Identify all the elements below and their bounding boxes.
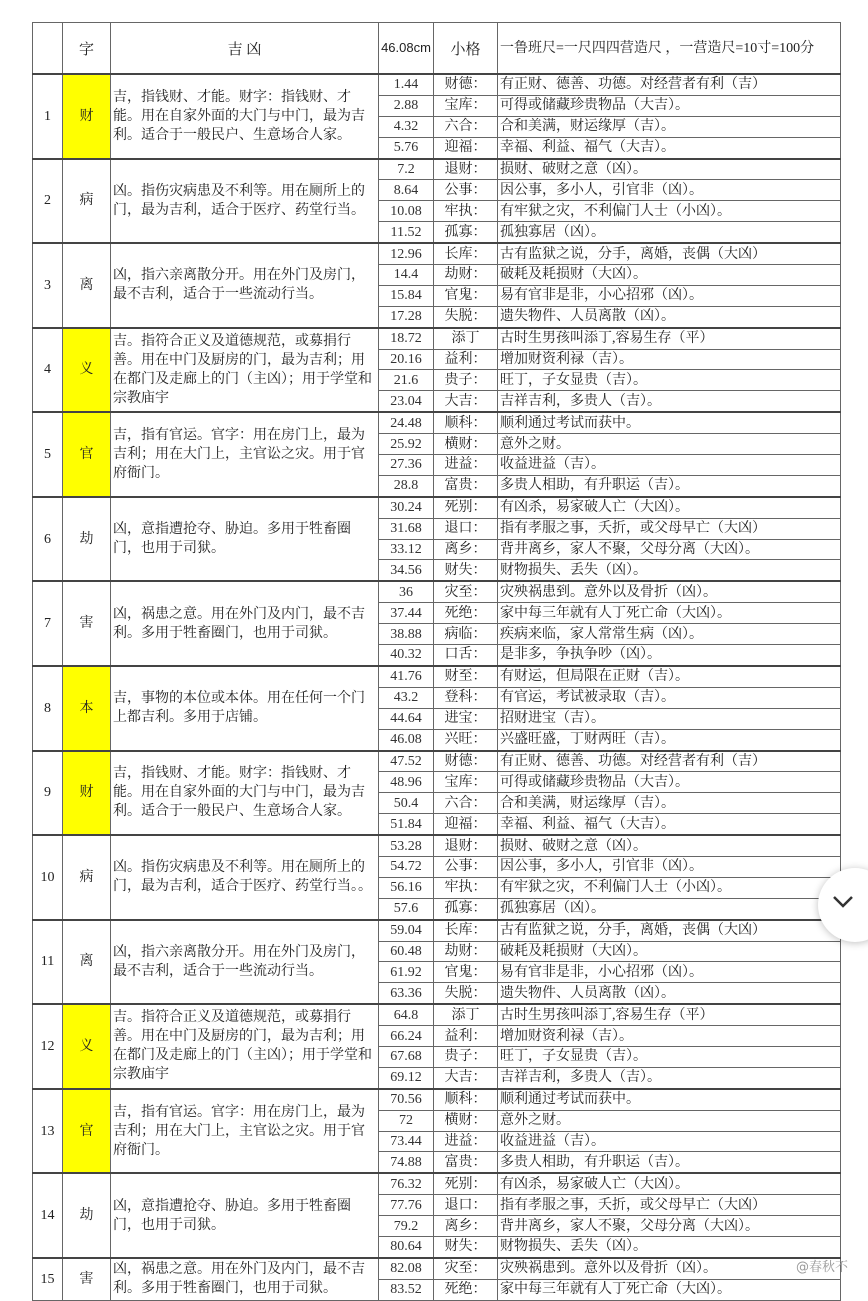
sub-meaning: 有牢狱之灾，不利偏门人士（小凶）。 bbox=[498, 201, 841, 222]
sub-name: 死绝： bbox=[434, 1279, 498, 1300]
sub-meaning: 幸福、利益、福气（大吉）。 bbox=[498, 814, 841, 835]
length-value: 69.12 bbox=[379, 1067, 434, 1088]
group-description: 凶，意指遭抢夺、胁迫。多用于牲畜圈门，也用于司狱。 bbox=[111, 1173, 379, 1258]
length-value: 8.64 bbox=[379, 180, 434, 201]
sub-meaning: 因公事，多小人，引官非（凶）。 bbox=[498, 180, 841, 201]
length-value: 27.36 bbox=[379, 455, 434, 476]
sub-name: 兴旺： bbox=[434, 729, 498, 750]
sub-meaning: 古时生男孩叫添丁,容易生存（平） bbox=[498, 1004, 841, 1025]
length-value: 77.76 bbox=[379, 1195, 434, 1216]
sub-name: 离乡： bbox=[434, 539, 498, 560]
length-value: 48.96 bbox=[379, 772, 434, 793]
sub-meaning: 家中每三年就有人丁死亡命（大凶）。 bbox=[498, 603, 841, 624]
group-description: 吉，指钱财、才能。财字：指钱财、才能。用在自家外面的大门与中门，最为吉利。适合于一般民户、生意场合人家。 bbox=[111, 74, 379, 159]
table-row bbox=[33, 666, 841, 687]
sub-name: 贵子： bbox=[434, 370, 498, 391]
length-value: 12.96 bbox=[379, 243, 434, 264]
sub-meaning: 顺利通过考试而获中。 bbox=[498, 1089, 841, 1110]
table-row bbox=[33, 412, 841, 433]
group-index: 11 bbox=[33, 920, 63, 1005]
length-value: 60.48 bbox=[379, 941, 434, 962]
group-description: 吉，指有官运。官字：用在房门上，最为吉利；用在大门上，主官讼之灾。用于官府衙门。 bbox=[111, 1089, 379, 1174]
length-value: 51.84 bbox=[379, 814, 434, 835]
sub-name: 死别： bbox=[434, 497, 498, 518]
sub-meaning: 增加财资利禄（吉）。 bbox=[498, 1026, 841, 1047]
length-value: 10.08 bbox=[379, 201, 434, 222]
sub-name: 六合： bbox=[434, 793, 498, 814]
sub-name: 富贵： bbox=[434, 475, 498, 496]
group-description: 凶，指六亲离散分开。用在外门及房门，最不吉利，适合于一些流动行当。 bbox=[111, 920, 379, 1005]
length-value: 40.32 bbox=[379, 645, 434, 666]
table-row bbox=[33, 581, 841, 602]
table-row bbox=[33, 1004, 841, 1025]
length-value: 11.52 bbox=[379, 222, 434, 243]
sub-meaning: 合和美满，财运缘厚（吉）。 bbox=[498, 116, 841, 137]
sub-name: 孤寡： bbox=[434, 222, 498, 243]
sub-name: 进宝： bbox=[434, 708, 498, 729]
sub-meaning: 古时生男孩叫添丁,容易生存（平） bbox=[498, 328, 841, 349]
sub-meaning: 古有监狱之说，分手，离婚，丧偶（大凶） bbox=[498, 243, 841, 264]
length-value: 41.76 bbox=[379, 666, 434, 687]
group-description: 凶。指伤灾病患及不利等。用在厕所上的门，最为吉利，适合于医疗、药堂行当。 bbox=[111, 159, 379, 244]
sub-meaning: 收益进益（吉）。 bbox=[498, 1131, 841, 1152]
length-value: 67.68 bbox=[379, 1046, 434, 1067]
length-value: 30.24 bbox=[379, 497, 434, 518]
sub-name: 益利： bbox=[434, 1026, 498, 1047]
length-value: 17.28 bbox=[379, 306, 434, 327]
group-description: 凶，意指遭抢夺、胁迫。多用于牲畜圈门，也用于司狱。 bbox=[111, 497, 379, 582]
sub-name: 财失： bbox=[434, 560, 498, 581]
sub-meaning: 意外之财。 bbox=[498, 1110, 841, 1131]
group-description: 吉，事物的本位或本体。用在任何一个门上都吉利。多用于店铺。 bbox=[111, 666, 379, 751]
sub-name: 灾至： bbox=[434, 581, 498, 602]
sub-name: 口舌： bbox=[434, 645, 498, 666]
sub-meaning: 收益进益（吉）。 bbox=[498, 455, 841, 476]
group-char: 官 bbox=[63, 412, 111, 497]
sub-name: 大吉： bbox=[434, 391, 498, 412]
length-value: 76.32 bbox=[379, 1173, 434, 1194]
group-char: 义 bbox=[63, 1004, 111, 1089]
sub-meaning: 兴盛旺盛，丁财两旺（吉）。 bbox=[498, 729, 841, 750]
group-char: 财 bbox=[63, 751, 111, 836]
sub-name: 添丁 bbox=[434, 1004, 498, 1025]
group-char: 离 bbox=[63, 920, 111, 1005]
length-value: 70.56 bbox=[379, 1089, 434, 1110]
group-index: 8 bbox=[33, 666, 63, 751]
group-index: 15 bbox=[33, 1258, 63, 1300]
table-row bbox=[33, 328, 841, 349]
sub-meaning: 旺丁，子女显贵（吉）。 bbox=[498, 370, 841, 391]
sub-meaning: 背井离乡，家人不聚，父母分离（大凶）。 bbox=[498, 1216, 841, 1237]
sub-name: 横财： bbox=[434, 434, 498, 455]
group-index: 12 bbox=[33, 1004, 63, 1089]
table-row bbox=[33, 1258, 841, 1279]
length-value: 15.84 bbox=[379, 285, 434, 306]
table-row bbox=[33, 243, 841, 264]
length-value: 79.2 bbox=[379, 1216, 434, 1237]
length-value: 57.6 bbox=[379, 898, 434, 919]
sub-meaning: 有财运，但局限在正财（吉）。 bbox=[498, 666, 841, 687]
group-index: 6 bbox=[33, 497, 63, 582]
sub-name: 益利： bbox=[434, 349, 498, 370]
sub-name: 宝库： bbox=[434, 772, 498, 793]
length-value: 34.56 bbox=[379, 560, 434, 581]
sub-name: 失脱： bbox=[434, 306, 498, 327]
length-value: 63.36 bbox=[379, 983, 434, 1004]
sub-meaning: 易有官非是非，小心招邪（凶）。 bbox=[498, 285, 841, 306]
length-value: 47.52 bbox=[379, 751, 434, 772]
group-description: 凶，指六亲离散分开。用在外门及房门，最不吉利，适合于一些流动行当。 bbox=[111, 243, 379, 328]
header-sub: 小格 bbox=[434, 23, 498, 75]
length-value: 83.52 bbox=[379, 1279, 434, 1300]
sub-meaning: 有正财、德善、功德。对经营者有利（吉） bbox=[498, 751, 841, 772]
group-char: 离 bbox=[63, 243, 111, 328]
group-description: 吉，指有官运。官字：用在房门上，最为吉利；用在大门上，主官讼之灾。用于官府衙门。 bbox=[111, 412, 379, 497]
sub-name: 失脱： bbox=[434, 983, 498, 1004]
length-value: 14.4 bbox=[379, 265, 434, 286]
sub-meaning: 吉祥吉利，多贵人（吉）。 bbox=[498, 391, 841, 412]
sub-name: 孤寡： bbox=[434, 898, 498, 919]
group-description: 吉。指符合正义及道德规范，或募捐行善。用在中门及厨房的门，最为吉利；用在都门及走廊上的门（主凶）；用于学堂和宗教庙宇 bbox=[111, 328, 379, 413]
sub-name: 公事： bbox=[434, 180, 498, 201]
group-index: 13 bbox=[33, 1089, 63, 1174]
sub-name: 六合： bbox=[434, 116, 498, 137]
sub-name: 灾至： bbox=[434, 1258, 498, 1279]
length-value: 64.8 bbox=[379, 1004, 434, 1025]
table-row bbox=[33, 835, 841, 856]
group-char: 病 bbox=[63, 835, 111, 920]
sub-name: 死别： bbox=[434, 1173, 498, 1194]
sub-name: 牢执： bbox=[434, 877, 498, 898]
sub-name: 劫财： bbox=[434, 941, 498, 962]
sub-meaning: 幸福、利益、福气（大吉）。 bbox=[498, 137, 841, 158]
sub-name: 宝库： bbox=[434, 95, 498, 116]
group-description: 凶，祸患之意。用在外门及内门，最不吉利。多用于牲畜圈门，也用于司狱。 bbox=[111, 581, 379, 666]
length-value: 73.44 bbox=[379, 1131, 434, 1152]
sub-meaning: 遗失物件、人员离散（凶）。 bbox=[498, 306, 841, 327]
group-char: 劫 bbox=[63, 497, 111, 582]
length-value: 82.08 bbox=[379, 1258, 434, 1279]
length-value: 28.8 bbox=[379, 475, 434, 496]
sub-meaning: 有正财、德善、功德。对经营者有利（吉） bbox=[498, 74, 841, 95]
length-value: 74.88 bbox=[379, 1152, 434, 1173]
sub-meaning: 灾殃祸患到。意外以及骨折（凶）。 bbox=[498, 581, 841, 602]
sub-meaning: 旺丁，子女显贵（吉）。 bbox=[498, 1046, 841, 1067]
sub-name: 长库： bbox=[434, 243, 498, 264]
length-value: 56.16 bbox=[379, 877, 434, 898]
sub-name: 横财： bbox=[434, 1110, 498, 1131]
sub-meaning: 有凶杀，易家破人亡（大凶）。 bbox=[498, 1173, 841, 1194]
sub-name: 进益： bbox=[434, 1131, 498, 1152]
sub-name: 退财： bbox=[434, 159, 498, 180]
sub-meaning: 疾病来临，家人常常生病（凶）。 bbox=[498, 624, 841, 645]
length-value: 5.76 bbox=[379, 137, 434, 158]
table-row bbox=[33, 497, 841, 518]
sub-name: 富贵： bbox=[434, 1152, 498, 1173]
sub-name: 顺科： bbox=[434, 1089, 498, 1110]
table-row bbox=[33, 920, 841, 941]
sub-name: 大吉： bbox=[434, 1067, 498, 1088]
sub-name: 顺科： bbox=[434, 412, 498, 433]
sub-name: 财失： bbox=[434, 1236, 498, 1257]
length-value: 24.48 bbox=[379, 412, 434, 433]
table-row bbox=[33, 1089, 841, 1110]
length-value: 23.04 bbox=[379, 391, 434, 412]
sub-name: 公事： bbox=[434, 856, 498, 877]
sub-name: 登科： bbox=[434, 687, 498, 708]
sub-name: 牢执： bbox=[434, 201, 498, 222]
sub-name: 迎福： bbox=[434, 814, 498, 835]
length-value: 7.2 bbox=[379, 159, 434, 180]
sub-name: 退口： bbox=[434, 518, 498, 539]
sub-name: 长库： bbox=[434, 920, 498, 941]
group-description: 凶，祸患之意。用在外门及内门，最不吉利。多用于牲畜圈门，也用于司狱。 bbox=[111, 1258, 379, 1300]
length-value: 36 bbox=[379, 581, 434, 602]
sub-meaning: 破耗及耗损财（大凶）。 bbox=[498, 265, 841, 286]
group-char: 害 bbox=[63, 1258, 111, 1300]
group-description: 吉，指钱财、才能。财字：指钱财、才能。用在自家外面的大门与中门，最为吉利。适合于一般民户、生意场合人家。 bbox=[111, 751, 379, 836]
sub-meaning: 顺利通过考试而获中。 bbox=[498, 412, 841, 433]
sub-name: 迎福： bbox=[434, 137, 498, 158]
length-value: 21.6 bbox=[379, 370, 434, 391]
length-value: 46.08 bbox=[379, 729, 434, 750]
header-char: 字 bbox=[63, 23, 111, 75]
sub-meaning: 有官运，考试被录取（吉）。 bbox=[498, 687, 841, 708]
group-index: 4 bbox=[33, 328, 63, 413]
sub-meaning: 因公事，多小人，引官非（凶）。 bbox=[498, 856, 841, 877]
sub-name: 财德： bbox=[434, 74, 498, 95]
length-value: 72 bbox=[379, 1110, 434, 1131]
sub-meaning: 招财进宝（吉）。 bbox=[498, 708, 841, 729]
length-value: 1.44 bbox=[379, 74, 434, 95]
sub-meaning: 可得或储藏珍贵物品（大吉）。 bbox=[498, 95, 841, 116]
sub-meaning: 古有监狱之说，分手，离婚，丧偶（大凶） bbox=[498, 920, 841, 941]
length-value: 61.92 bbox=[379, 962, 434, 983]
length-value: 59.04 bbox=[379, 920, 434, 941]
header-note: 一鲁班尺=一尺四四营造尺 ，一营造尺=10寸=100分 bbox=[498, 23, 841, 75]
group-char: 病 bbox=[63, 159, 111, 244]
sub-meaning: 有凶杀，易家破人亡（大凶）。 bbox=[498, 497, 841, 518]
sub-name: 病临： bbox=[434, 624, 498, 645]
sub-name: 财至： bbox=[434, 666, 498, 687]
sub-meaning: 财物损失、丢失（凶）。 bbox=[498, 1236, 841, 1257]
sub-meaning: 意外之财。 bbox=[498, 434, 841, 455]
group-index: 9 bbox=[33, 751, 63, 836]
sub-name: 死绝： bbox=[434, 603, 498, 624]
header-unit: 46.08cm bbox=[379, 23, 434, 75]
group-index: 1 bbox=[33, 74, 63, 159]
sub-meaning: 财物损失、丢失（凶）。 bbox=[498, 560, 841, 581]
sub-meaning: 是非多，争执争吵（凶）。 bbox=[498, 645, 841, 666]
sub-meaning: 易有官非是非，小心招邪（凶）。 bbox=[498, 962, 841, 983]
sub-meaning: 指有孝服之事，夭折，或父母早亡（大凶） bbox=[498, 1195, 841, 1216]
sub-meaning: 破耗及耗损财（大凶）。 bbox=[498, 941, 841, 962]
group-description: 凶。指伤灾病患及不利等。用在厕所上的门，最为吉利，适合于医疗、药堂行当。。 bbox=[111, 835, 379, 920]
sub-meaning: 吉祥吉利，多贵人（吉）。 bbox=[498, 1067, 841, 1088]
length-value: 50.4 bbox=[379, 793, 434, 814]
length-value: 44.64 bbox=[379, 708, 434, 729]
sub-meaning: 合和美满，财运缘厚（吉）。 bbox=[498, 793, 841, 814]
sub-meaning: 指有孝服之事，夭折，或父母早亡（大凶） bbox=[498, 518, 841, 539]
sub-name: 进益： bbox=[434, 455, 498, 476]
length-value: 38.88 bbox=[379, 624, 434, 645]
length-value: 54.72 bbox=[379, 856, 434, 877]
sub-name: 官鬼： bbox=[434, 962, 498, 983]
header-row bbox=[33, 23, 841, 75]
sub-meaning: 孤独寡居（凶）。 bbox=[498, 898, 841, 919]
chevron-down-icon bbox=[832, 895, 854, 909]
sub-name: 贵子： bbox=[434, 1046, 498, 1067]
sub-meaning: 家中每三年就有人丁死亡命（大凶）。 bbox=[498, 1279, 841, 1300]
group-description: 吉。指符合正义及道德规范，或募捐行善。用在中门及厨房的门，最为吉利；用在都门及走廊上的门（主凶）；用于学堂和宗教庙宇 bbox=[111, 1004, 379, 1089]
group-index: 5 bbox=[33, 412, 63, 497]
length-value: 4.32 bbox=[379, 116, 434, 137]
length-value: 53.28 bbox=[379, 835, 434, 856]
sub-meaning: 增加财资利禄（吉）。 bbox=[498, 349, 841, 370]
header-index bbox=[33, 23, 63, 75]
table-row bbox=[33, 159, 841, 180]
length-value: 18.72 bbox=[379, 328, 434, 349]
table-row bbox=[33, 74, 841, 95]
sub-name: 退口： bbox=[434, 1195, 498, 1216]
sub-name: 官鬼： bbox=[434, 285, 498, 306]
sub-meaning: 遗失物件、人员离散（凶）。 bbox=[498, 983, 841, 1004]
length-value: 33.12 bbox=[379, 539, 434, 560]
group-char: 义 bbox=[63, 328, 111, 413]
sub-meaning: 损财、破财之意（凶）。 bbox=[498, 835, 841, 856]
sub-name: 劫财： bbox=[434, 265, 498, 286]
length-value: 31.68 bbox=[379, 518, 434, 539]
length-value: 66.24 bbox=[379, 1026, 434, 1047]
group-index: 2 bbox=[33, 159, 63, 244]
group-char: 劫 bbox=[63, 1173, 111, 1258]
group-index: 7 bbox=[33, 581, 63, 666]
length-value: 43.2 bbox=[379, 687, 434, 708]
group-char: 害 bbox=[63, 581, 111, 666]
length-value: 2.88 bbox=[379, 95, 434, 116]
group-index: 10 bbox=[33, 835, 63, 920]
length-value: 25.92 bbox=[379, 434, 434, 455]
luban-ruler-table bbox=[32, 22, 841, 1301]
sub-meaning: 灾殃祸患到。意外以及骨折（凶）。 bbox=[498, 1258, 841, 1279]
table-row bbox=[33, 1173, 841, 1194]
sub-meaning: 多贵人相助，有升职运（吉）。 bbox=[498, 1152, 841, 1173]
sub-name: 添丁 bbox=[434, 328, 498, 349]
sub-meaning: 多贵人相助，有升职运（吉）。 bbox=[498, 475, 841, 496]
group-char: 本 bbox=[63, 666, 111, 751]
sub-name: 财德： bbox=[434, 751, 498, 772]
group-index: 14 bbox=[33, 1173, 63, 1258]
group-char: 官 bbox=[63, 1089, 111, 1174]
length-value: 20.16 bbox=[379, 349, 434, 370]
length-value: 80.64 bbox=[379, 1236, 434, 1257]
sub-meaning: 损财、破财之意（凶）。 bbox=[498, 159, 841, 180]
sub-meaning: 孤独寡居（凶）。 bbox=[498, 222, 841, 243]
watermark: @春秋不 bbox=[796, 1260, 849, 1275]
sub-name: 离乡： bbox=[434, 1216, 498, 1237]
sub-meaning: 背井离乡，家人不聚，父母分离（大凶）。 bbox=[498, 539, 841, 560]
sub-meaning: 可得或储藏珍贵物品（大吉）。 bbox=[498, 772, 841, 793]
group-index: 3 bbox=[33, 243, 63, 328]
table-row bbox=[33, 751, 841, 772]
length-value: 37.44 bbox=[379, 603, 434, 624]
sub-meaning: 有牢狱之灾，不利偏门人士（小凶）。 bbox=[498, 877, 841, 898]
sub-name: 退财： bbox=[434, 835, 498, 856]
group-char: 财 bbox=[63, 74, 111, 159]
header-meaning: 吉 凶 bbox=[111, 23, 379, 75]
